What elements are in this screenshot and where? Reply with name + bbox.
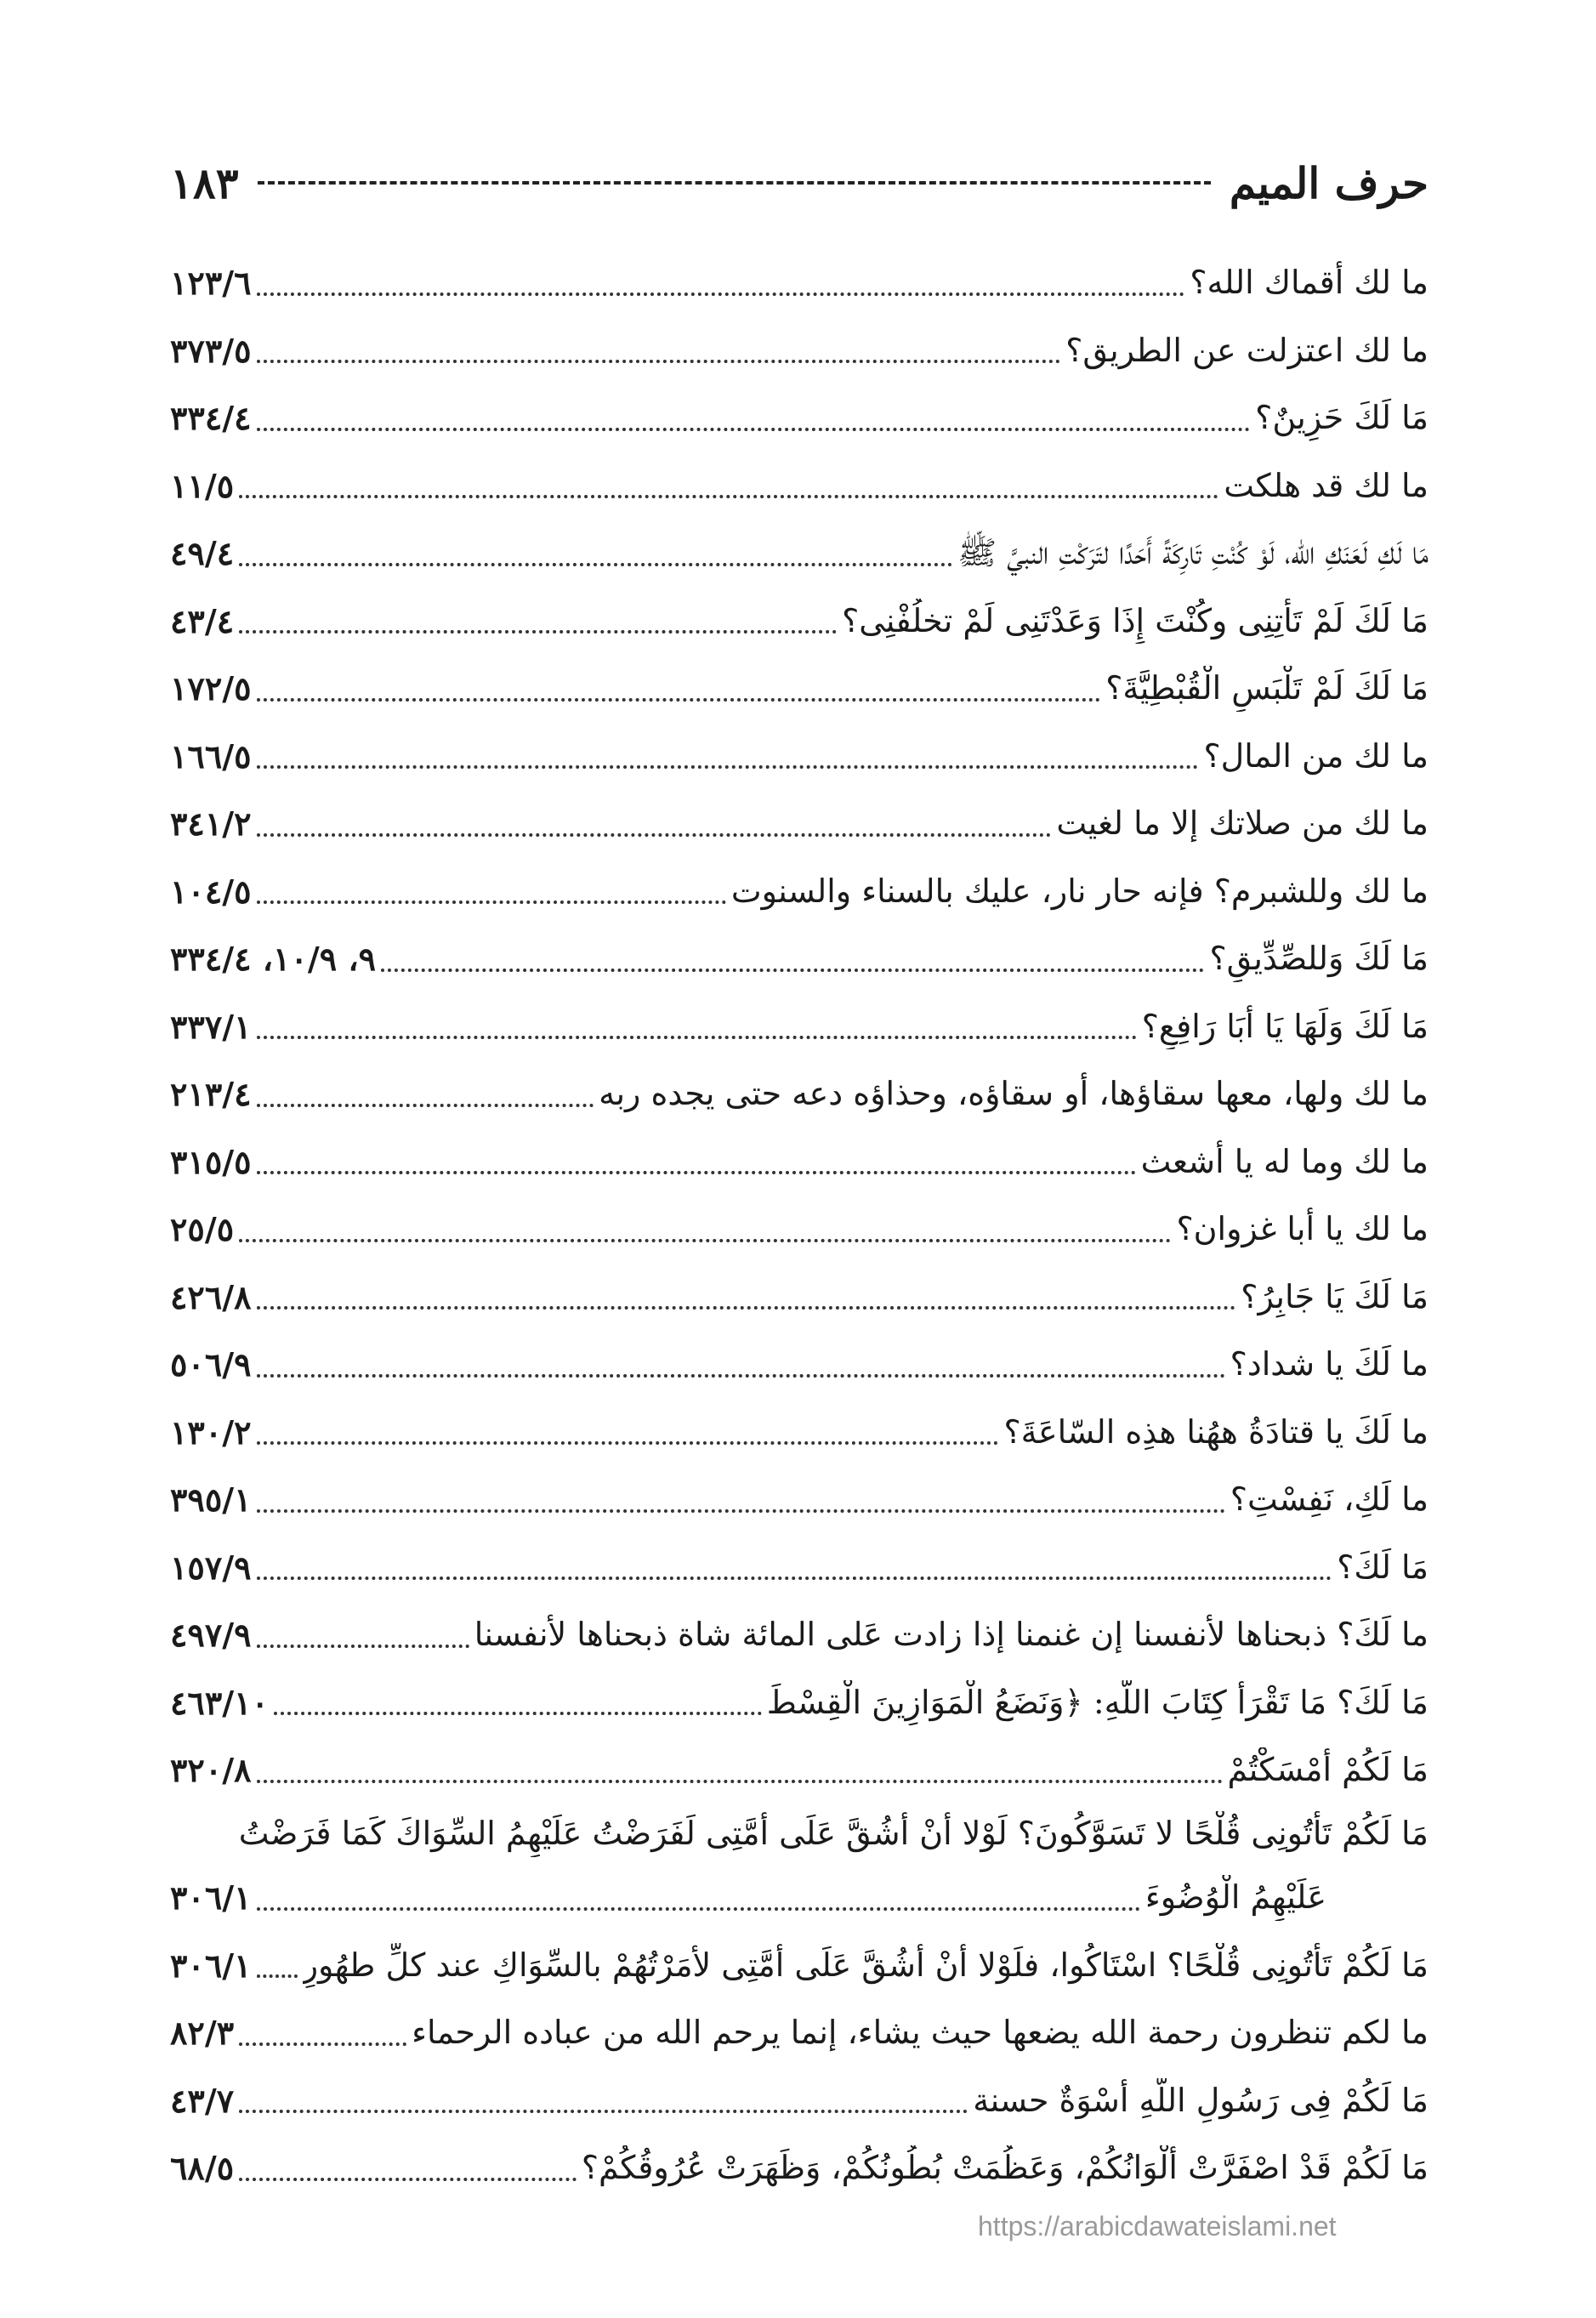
index-entry xyxy=(170,1388,1428,1456)
entry-reference: ٣٠٦/١ xyxy=(170,1946,252,1985)
entry-text: ما لَكَ؟ ذبحناها لأنفسنا إن غنمنا إذا زادت عَلى المائة شاة ذبحناها لأنفسنا xyxy=(474,1616,1428,1654)
index-entry xyxy=(170,847,1428,915)
leader-dots xyxy=(274,1712,762,1715)
entry-reference: ٣٢٠/٨ xyxy=(170,1751,252,1790)
index-entry xyxy=(170,508,1428,577)
leader-dots xyxy=(257,698,1101,702)
entry-text: مَا لَكُمْ أَمْسَكْتُمْ xyxy=(1227,1751,1428,1789)
index-entry xyxy=(170,1320,1428,1388)
section-title: حرف الميم xyxy=(1229,157,1428,208)
entry-reference: ٣١٥/٥ xyxy=(170,1142,252,1181)
leader-dots xyxy=(257,1509,1225,1513)
leader-dots xyxy=(257,833,1052,837)
leader-dots xyxy=(257,360,1061,363)
index-entry xyxy=(170,1523,1428,1591)
leader-dots xyxy=(257,1374,1225,1378)
entry-reference: ٣٣٧/١ xyxy=(170,1007,252,1046)
leader-dots xyxy=(257,765,1199,769)
entry-text: مَا لَكَ؟ xyxy=(1337,1548,1428,1586)
leader-dots xyxy=(239,2042,406,2046)
entry-reference: ٤٦٣/١٠ xyxy=(170,1683,269,1722)
entry-line-second xyxy=(170,1857,1428,1921)
entry-reference: ١٣٠/٢ xyxy=(170,1412,252,1452)
entry-reference: ١١/٥ xyxy=(170,466,235,505)
entry-text: ما لك أقماك الله؟ xyxy=(1190,264,1428,302)
index-entry xyxy=(170,644,1428,712)
entry-line-first xyxy=(170,1793,1428,1857)
index-entry xyxy=(170,577,1428,645)
index-entry xyxy=(170,2123,1428,2191)
entry-text: مَا لَكَ لَمْ تَأْتِنِى وكُنْتَ إِذَا وَعَدْتَنِى لَمْ تخلُفْنِى؟ xyxy=(842,601,1428,639)
entry-text: ما لَكَ يا شداد؟ xyxy=(1230,1345,1428,1383)
watermark-url[interactable]: https://arabicdawateislami.net xyxy=(978,2211,1337,2241)
leader-dots xyxy=(257,293,1185,296)
entry-text: مَا لَكَ حَزِينٌ؟ xyxy=(1255,399,1428,437)
index-entry xyxy=(170,1049,1428,1117)
entry-reference: ٦٨/٥ xyxy=(170,2149,235,2188)
leader-dots xyxy=(257,1036,1137,1039)
index-entry xyxy=(170,373,1428,441)
leader-dots xyxy=(239,630,837,633)
entry-reference: ٥٠٦/٩ xyxy=(170,1345,252,1384)
leader-dots xyxy=(257,1171,1136,1174)
entry-reference: ١٠٤/٥ xyxy=(170,872,252,911)
entry-reference: ٤٩/٤ xyxy=(170,534,235,573)
leader-dots xyxy=(239,495,1218,498)
entry-text: مَا لَكَ وَلَهَا يَا أَبَا رَافِعٍ؟ xyxy=(1141,1007,1428,1045)
index-entry xyxy=(170,2056,1428,2124)
index-entry xyxy=(170,441,1428,509)
index-entry xyxy=(170,1455,1428,1523)
leader-dots xyxy=(239,2178,576,2181)
index-entry xyxy=(170,1988,1428,2056)
entry-reference: ٣٠٦/١ xyxy=(170,1878,252,1917)
entry-text: ما لك من المال؟ xyxy=(1203,736,1428,775)
index-entry xyxy=(170,982,1428,1050)
leader-dots xyxy=(257,428,1251,431)
leader-dots xyxy=(257,1577,1332,1580)
index-entry xyxy=(170,1658,1428,1726)
leader-dots xyxy=(239,2110,968,2113)
leader-dots xyxy=(381,969,1204,972)
index-entry xyxy=(170,1185,1428,1253)
entry-text: مَا لَكَ؟ مَا تَقْرَأُ كِتَابَ اللَّهِ: ﴿وَنَضَعُ الْمَوَازِينَ الْقِسْطَ xyxy=(766,1683,1428,1721)
entry-text: مَا لَكِ لَعَنَكِ الله، لَوْ كُنْتِ تَارِكَةً أَحَدًا لتَرَكْتِ النبيَّ ﷺ xyxy=(957,534,1428,572)
entry-text-continuation: عَلَيْهِمُ الْوُضُوءَ xyxy=(1144,1878,1326,1917)
entry-reference: ١٥٧/٩ xyxy=(170,1548,252,1587)
entry-reference: ٩، ١٠/٩، ٣٣٤/٤ xyxy=(170,940,377,979)
index-entry xyxy=(170,306,1428,374)
leader-dots xyxy=(257,1306,1236,1310)
index-entry xyxy=(170,1253,1428,1321)
entry-text: مَا لَكُمْ فِى رَسُولِ اللَّهِ أُسْوَةٌ حسنة xyxy=(973,2081,1428,2119)
page-header xyxy=(170,153,1428,213)
index-entry xyxy=(170,712,1428,780)
entry-text: ما لك من صلاتك إلا ما لغيت xyxy=(1056,804,1428,843)
entry-reference: ٣٧٣/٥ xyxy=(170,331,252,370)
header-divider xyxy=(258,181,1211,185)
index-entry xyxy=(170,1725,1428,1793)
page-number: ١٨٣ xyxy=(170,157,239,208)
leader-dots xyxy=(239,1239,1171,1242)
leader-dots xyxy=(257,1907,1140,1911)
leader-dots xyxy=(257,1780,1223,1783)
index-entry-multiline xyxy=(170,1793,1428,1921)
entry-text: مَا لَكُمْ تَأْتُونِى قُلْحًا لا تَسَوَّكُونَ؟ لَوْلا أَنْ أَشُقَّ عَلَى أُمَّتِى لَفَرَضْتُ عَلَيْهِمُ السِّوَاكَ كَمَا فَرَضْتُ xyxy=(238,1815,1428,1853)
entry-reference: ١٧٢/٥ xyxy=(170,669,252,708)
entry-text: ما لك يا أبا غزوان؟ xyxy=(1176,1210,1428,1248)
index-entry xyxy=(170,1590,1428,1658)
entry-reference: ١٦٦/٥ xyxy=(170,736,252,776)
entry-reference: ٢١٣/٤ xyxy=(170,1075,252,1114)
leader-dots xyxy=(257,1104,594,1107)
entry-reference: ٣٣٤/٤ xyxy=(170,399,252,438)
entry-reference: ٣٩٥/١ xyxy=(170,1480,252,1520)
index-entry xyxy=(170,779,1428,847)
leader-dots xyxy=(257,1441,999,1445)
leader-dots xyxy=(257,900,726,904)
entry-reference: ٨٢/٣ xyxy=(170,2014,235,2053)
entry-text: مَا لَكُمْ قَدْ اصْفَرَّتْ أَلْوَانُكُمْ، وَعَظُمَتْ بُطُونُكُمْ، وَظَهَرَتْ عُرُوقُكُمْ؟ xyxy=(581,2149,1428,2187)
entry-reference: ٤٢٦/٨ xyxy=(170,1277,252,1316)
entry-text: ما لك قد هلكت xyxy=(1224,466,1428,504)
entry-text: ما لك وللشبرم؟ فإنه حار نار، عليك بالسناء والسنوت xyxy=(730,872,1428,910)
entry-reference: ٢٥/٥ xyxy=(170,1210,235,1249)
leader-dots xyxy=(257,1645,469,1648)
index-entries xyxy=(170,238,1428,2191)
leader-dots xyxy=(239,563,952,566)
entry-reference: ١٢٣/٦ xyxy=(170,264,252,303)
entry-text: مَا لَكَ لَمْ تَلْبَسِ الْقُبْطِيَّةَ؟ xyxy=(1105,669,1428,707)
entry-text: ما لك اعتزلت عن الطريق؟ xyxy=(1065,331,1428,369)
index-entry xyxy=(170,1117,1428,1185)
index-entry xyxy=(170,238,1428,306)
entry-reference: ٤٣/٤ xyxy=(170,601,235,640)
entry-text: ما لَكِ، نَفِسْتِ؟ xyxy=(1230,1480,1428,1519)
index-entry xyxy=(170,914,1428,982)
index-entry xyxy=(170,1921,1428,1989)
entry-text: مَا لَكَ يَا جَابِرُ؟ xyxy=(1241,1277,1428,1315)
leader-dots xyxy=(257,1974,298,1978)
entry-reference: ٤٣/٧ xyxy=(170,2081,235,2120)
entry-text: ما لكم تنظرون رحمة الله يضعها حيث يشاء، إنما يرحم الله من عباده الرحماء xyxy=(412,2014,1428,2052)
entry-reference: ٤٩٧/٩ xyxy=(170,1616,252,1655)
entry-reference: ٣٤١/٢ xyxy=(170,804,252,844)
entry-text: ما لك ولها، معها سقاؤها، أو سقاؤه، وحذاؤه دعه حتى يجده ربه xyxy=(599,1075,1428,1113)
entry-text: مَا لَكُمْ تَأْتُونِى قُلْحًا؟ اسْتَاكُوا، فلَوْلا أَنْ أَشُقَّ عَلَى أُمَّتِى لأمَرْتُهُمْ بالسِّوَاكِ عند كلِّ طهُورٍ xyxy=(302,1946,1428,1984)
entry-text: ما لَكَ يا قتادَةُ ههُنا هذِه السّاعَةَ؟ xyxy=(1003,1412,1428,1451)
entry-text: مَا لَكَ وَللصِّدِّيقِ؟ xyxy=(1209,940,1428,978)
entry-text: ما لك وما له يا أشعث xyxy=(1140,1142,1428,1180)
